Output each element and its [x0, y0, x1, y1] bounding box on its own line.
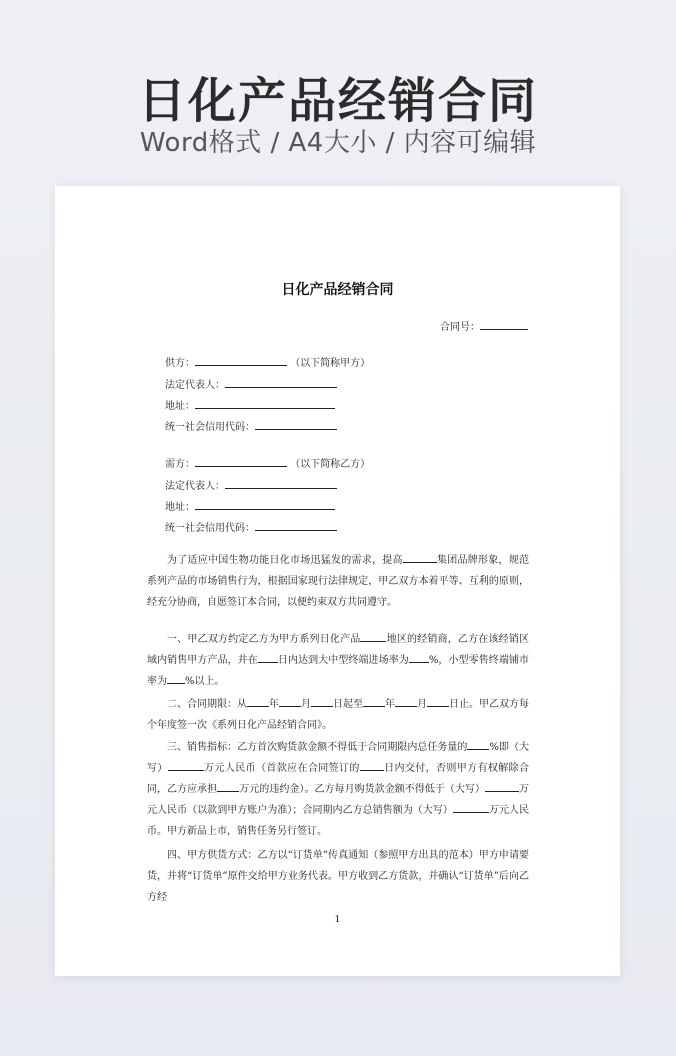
clause-4: [147, 845, 529, 908]
buyer-rep-label: 法定代表人：: [165, 481, 225, 492]
supplier-rep-label: 法定代表人：: [165, 380, 225, 391]
supplier-party-blank: [195, 355, 287, 366]
clause-3-text-g: 万元人民币。甲方新品上市，销售任务另行签订。: [147, 805, 530, 837]
clause-3-text-e: 万元的违约金）。乙方每月购货款金额不得低于（大写）: [239, 784, 485, 795]
clause-3-blank-percent: [467, 739, 489, 750]
clause-1-text-a: 一、甲乙双方约定乙方为甲方系列日化产品: [167, 634, 361, 645]
buyer-rep-blank: [225, 478, 337, 489]
clause-1-blank-rate: [409, 652, 429, 663]
contract-number-label: 合同号：: [440, 322, 480, 333]
document-page: [55, 186, 620, 976]
hero-title: 日化产品经销合同: [137, 73, 538, 129]
contract-number-blank: [480, 319, 528, 330]
buyer-party-line: [165, 455, 370, 470]
clause-2-blank-start-day: [311, 696, 333, 707]
buyer-addr-line: [165, 498, 335, 513]
clause-3-text-f: 万元人民币（以款到甲方账户为准）；合同期内乙方总销售额为（大写）: [147, 784, 530, 816]
clause-2-text-c: 月: [301, 699, 311, 710]
clause-2: [147, 694, 529, 736]
clause-3-text-b: %即（大写）: [147, 742, 529, 774]
clause-2-text-g: 日止。甲乙双方每个年度签一次《系列日化产品经销合同》。: [147, 699, 529, 731]
clause-1-text-d: %，小型零售终端铺市率为: [147, 655, 530, 687]
intro-text-b: 集团品牌形象，规范系列产品的市场销售行为，根据国家现行法律规定，甲乙双方本着平等、互利的原则，经充分协商，自愿签订本合同，以便约束双方共同遵守。: [147, 555, 529, 608]
clause-3-text-a: 三、销售指标：乙方首次购货款金额不得低于合同期限内总任务量的: [167, 742, 468, 753]
supplier-rep-line: [165, 376, 337, 391]
clause-3-blank-days: [360, 760, 384, 771]
supplier-addr-line: [165, 397, 335, 412]
clause-2-text-a: 二、合同期限：从: [167, 699, 247, 710]
buyer-party-label: 需方：: [165, 459, 195, 470]
clause-2-blank-end-year: [363, 696, 385, 707]
supplier-addr-label: 地址：: [165, 401, 195, 412]
buyer-party-note: （以下简称乙方）: [290, 459, 371, 470]
buyer-rep-line: [165, 477, 337, 492]
buyer-party-blank: [195, 456, 287, 467]
document-title: 日化产品经销合同: [281, 282, 394, 298]
clause-2-text-e: 年: [385, 699, 395, 710]
clause-1: [147, 629, 529, 692]
clause-1-text-e: %以上。: [185, 676, 225, 687]
clause-2-text-d: 日起至: [333, 699, 363, 710]
clause-1-text-b: 地区的经销商，乙方在该经销区域内销售甲方产品，并在: [147, 634, 530, 666]
clause-1-blank-shop-rate: [167, 673, 185, 684]
clause-3-blank-total: [453, 802, 489, 813]
supplier-credit-line: [165, 418, 337, 433]
supplier-rep-blank: [225, 377, 337, 388]
supplier-party-line: [165, 354, 370, 369]
clause-3-text-d: 日内交付，否则甲方有权解除合同，乙方应承担: [147, 763, 529, 795]
intro-blank: [403, 552, 437, 563]
buyer-addr-blank: [195, 499, 335, 510]
intro-paragraph: [147, 550, 529, 613]
buyer-credit-blank: [255, 520, 337, 531]
clause-4-text: 四、甲方供货方式：乙方以“订货单”传真通知（参照甲方出具的范本）甲方申请要货，并将“订货单”原件交给甲方业务代表。甲方收到乙方货款，并确认“订货单”后向乙方经: [147, 850, 529, 903]
supplier-party-note: （以下简称甲方）: [290, 358, 371, 369]
clause-1-blank-days: [258, 652, 278, 663]
clause-1-text-c: 日内达到大中型终端进场率为: [277, 655, 409, 666]
clause-2-text-b: 年: [269, 699, 279, 710]
clause-2-blank-end-day: [427, 696, 449, 707]
clause-2-blank-start-year: [247, 696, 269, 707]
clause-3-blank-monthly: [485, 781, 519, 792]
supplier-credit-blank: [255, 419, 337, 430]
buyer-addr-label: 地址：: [165, 502, 195, 513]
buyer-credit-label: 统一社会信用代码：: [165, 523, 255, 534]
clause-1-blank-region: [360, 631, 386, 642]
clause-3-blank-penalty: [217, 781, 239, 792]
buyer-credit-line: [165, 519, 337, 534]
supplier-party-label: 供方：: [165, 358, 195, 369]
contract-number: [440, 318, 528, 333]
clause-2-blank-start-month: [279, 696, 301, 707]
intro-text-a: 为了适应中国生物功能日化市场迅猛发的需求，提高: [167, 555, 403, 566]
clause-2-blank-end-month: [395, 696, 417, 707]
clause-2-text-f: 月: [417, 699, 427, 710]
page-number: 1: [334, 915, 341, 925]
supplier-credit-label: 统一社会信用代码：: [165, 422, 255, 433]
supplier-addr-blank: [195, 398, 335, 409]
clause-3-text-c: 万元人民币（首款应在合同签订的: [203, 763, 360, 774]
clause-3: [147, 737, 529, 842]
hero-subtitle: Word格式 / A4大小 / 内容可编辑: [139, 128, 537, 158]
clause-3-blank-amount: [168, 760, 204, 771]
